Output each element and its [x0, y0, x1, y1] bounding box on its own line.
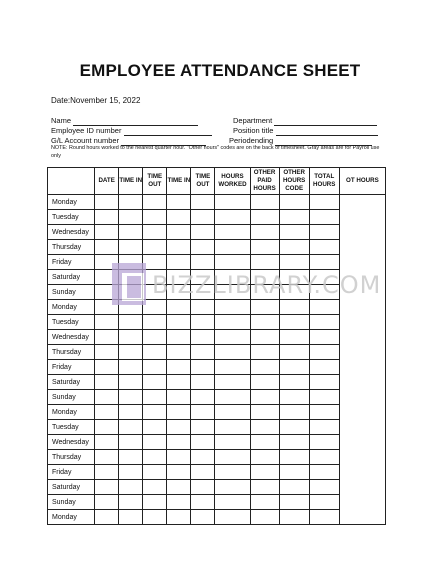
entry-cell[interactable]: [250, 360, 279, 375]
table-row: [48, 240, 386, 255]
entry-cell[interactable]: [250, 330, 279, 345]
entry-cell[interactable]: [143, 390, 167, 405]
table-row: [48, 360, 386, 375]
entry-cell[interactable]: [119, 360, 143, 375]
entry-cell[interactable]: [250, 300, 279, 315]
entry-cell[interactable]: [279, 345, 309, 360]
entry-cell[interactable]: [191, 270, 215, 285]
entry-cell[interactable]: [339, 285, 385, 300]
entry-cell[interactable]: [143, 480, 167, 495]
entry-cell[interactable]: [215, 390, 250, 405]
entry-cell[interactable]: [167, 240, 191, 255]
entry-cell[interactable]: [279, 285, 309, 300]
table-row: [48, 465, 386, 480]
entry-cell[interactable]: [309, 450, 339, 465]
entry-cell[interactable]: [95, 210, 119, 225]
entry-cell[interactable]: [309, 345, 339, 360]
day-label: Tuesday: [48, 315, 95, 330]
entry-cell[interactable]: [309, 285, 339, 300]
entry-cell[interactable]: [339, 510, 385, 525]
entry-cell[interactable]: [167, 390, 191, 405]
header-cell-6: HOURS WORKED: [215, 168, 250, 195]
entry-cell[interactable]: [119, 315, 143, 330]
entry-cell[interactable]: [95, 480, 119, 495]
entry-cell[interactable]: [95, 345, 119, 360]
entry-cell[interactable]: [143, 330, 167, 345]
entry-cell[interactable]: [119, 345, 143, 360]
entry-cell[interactable]: [95, 435, 119, 450]
entry-cell[interactable]: [215, 405, 250, 420]
entry-cell[interactable]: [279, 255, 309, 270]
entry-cell[interactable]: [309, 495, 339, 510]
field-name-line[interactable]: [73, 118, 198, 126]
entry-cell[interactable]: [95, 360, 119, 375]
entry-cell[interactable]: [339, 210, 385, 225]
entry-cell[interactable]: [119, 480, 143, 495]
field-employee-id[interactable]: [51, 126, 212, 136]
table-row: [48, 450, 386, 465]
entry-cell[interactable]: [250, 210, 279, 225]
field-position-title-label: Position title: [233, 126, 274, 135]
entry-cell[interactable]: [215, 270, 250, 285]
field-department[interactable]: [233, 116, 377, 126]
entry-cell[interactable]: [119, 375, 143, 390]
header-cell-10: OT HOURS: [339, 168, 385, 195]
entry-cell[interactable]: [119, 510, 143, 525]
entry-cell[interactable]: [143, 435, 167, 450]
entry-cell[interactable]: [309, 315, 339, 330]
entry-cell[interactable]: [95, 390, 119, 405]
entry-cell[interactable]: [250, 405, 279, 420]
entry-cell[interactable]: [339, 435, 385, 450]
entry-cell[interactable]: [191, 225, 215, 240]
table-row: [48, 300, 386, 315]
day-label: Tuesday: [48, 210, 95, 225]
entry-cell[interactable]: [215, 345, 250, 360]
entry-cell[interactable]: [167, 450, 191, 465]
field-position-title[interactable]: [233, 126, 378, 136]
field-name[interactable]: [51, 116, 198, 126]
field-gl-account-label: G/L Account number: [51, 136, 120, 145]
day-label: Sunday: [48, 495, 95, 510]
entry-cell[interactable]: [191, 510, 215, 525]
day-label: Saturday: [48, 480, 95, 495]
table-row: [48, 270, 386, 285]
day-label: Wednesday: [48, 435, 95, 450]
entry-cell[interactable]: [250, 285, 279, 300]
header-cell-3: TIME OUT: [143, 168, 167, 195]
entry-cell[interactable]: [143, 255, 167, 270]
entry-cell[interactable]: [167, 270, 191, 285]
note-text: NOTE: Round hours worked to the nearest quarter hour. "Other hours" codes are on the back of timesheet. Gray areas are for Payroll use only: [51, 145, 380, 159]
entry-cell[interactable]: [250, 240, 279, 255]
table-row: [48, 330, 386, 345]
entry-cell[interactable]: [143, 285, 167, 300]
entry-cell[interactable]: [339, 240, 385, 255]
entry-cell[interactable]: [279, 315, 309, 330]
entry-cell[interactable]: [119, 435, 143, 450]
entry-cell[interactable]: [339, 360, 385, 375]
entry-cell[interactable]: [191, 465, 215, 480]
day-label: Monday: [48, 300, 95, 315]
entry-cell[interactable]: [191, 285, 215, 300]
entry-cell[interactable]: [143, 510, 167, 525]
entry-cell[interactable]: [279, 405, 309, 420]
entry-cell[interactable]: [143, 450, 167, 465]
field-period-ending-label: Periodending: [229, 136, 274, 145]
header-cell-8: OTHER HOURS CODE: [279, 168, 309, 195]
entry-cell[interactable]: [279, 225, 309, 240]
entry-cell[interactable]: [95, 225, 119, 240]
entry-cell[interactable]: [119, 405, 143, 420]
entry-cell[interactable]: [119, 285, 143, 300]
table-row: [48, 315, 386, 330]
entry-cell[interactable]: [143, 195, 167, 210]
table-row: [48, 495, 386, 510]
day-label: Tuesday: [48, 420, 95, 435]
attendance-table: [47, 167, 386, 525]
entry-cell[interactable]: [215, 510, 250, 525]
entry-cell[interactable]: [250, 375, 279, 390]
day-label: Friday: [48, 465, 95, 480]
entry-cell[interactable]: [215, 420, 250, 435]
header-cell-2: TIME IN: [119, 168, 143, 195]
day-label: Monday: [48, 405, 95, 420]
entry-cell[interactable]: [143, 270, 167, 285]
table-row: [48, 195, 386, 210]
entry-cell[interactable]: [279, 435, 309, 450]
day-label: Wednesday: [48, 225, 95, 240]
entry-cell[interactable]: [250, 345, 279, 360]
entry-cell[interactable]: [191, 300, 215, 315]
entry-cell[interactable]: [143, 495, 167, 510]
entry-cell[interactable]: [95, 285, 119, 300]
entry-cell[interactable]: [215, 450, 250, 465]
entry-cell[interactable]: [191, 435, 215, 450]
entry-cell[interactable]: [95, 255, 119, 270]
entry-cell[interactable]: [309, 255, 339, 270]
entry-cell[interactable]: [309, 405, 339, 420]
entry-cell[interactable]: [191, 195, 215, 210]
entry-cell[interactable]: [167, 375, 191, 390]
entry-cell[interactable]: [250, 435, 279, 450]
entry-cell[interactable]: [119, 255, 143, 270]
entry-cell[interactable]: [143, 300, 167, 315]
entry-cell[interactable]: [309, 300, 339, 315]
entry-cell[interactable]: [279, 450, 309, 465]
entry-cell[interactable]: [119, 330, 143, 345]
day-label: Sunday: [48, 390, 95, 405]
entry-cell[interactable]: [279, 495, 309, 510]
entry-cell[interactable]: [143, 210, 167, 225]
table-body: [48, 195, 386, 525]
entry-cell[interactable]: [339, 270, 385, 285]
field-department-line[interactable]: [274, 118, 377, 126]
entry-cell[interactable]: [143, 465, 167, 480]
entry-cell[interactable]: [279, 465, 309, 480]
entry-cell[interactable]: [119, 300, 143, 315]
day-label: Friday: [48, 255, 95, 270]
entry-cell[interactable]: [95, 240, 119, 255]
entry-cell[interactable]: [339, 330, 385, 345]
entry-cell[interactable]: [215, 240, 250, 255]
header-cell-0: [48, 168, 95, 195]
day-label: Monday: [48, 510, 95, 525]
entry-cell[interactable]: [95, 315, 119, 330]
entry-cell[interactable]: [279, 330, 309, 345]
entry-cell[interactable]: [167, 495, 191, 510]
entry-cell[interactable]: [339, 345, 385, 360]
entry-cell[interactable]: [279, 195, 309, 210]
entry-cell[interactable]: [309, 465, 339, 480]
day-label: Thursday: [48, 240, 95, 255]
entry-cell[interactable]: [95, 510, 119, 525]
entry-cell[interactable]: [339, 495, 385, 510]
entry-cell[interactable]: [167, 480, 191, 495]
entry-cell[interactable]: [279, 390, 309, 405]
entry-cell[interactable]: [250, 420, 279, 435]
entry-cell[interactable]: [309, 390, 339, 405]
entry-cell[interactable]: [191, 210, 215, 225]
entry-cell[interactable]: [167, 465, 191, 480]
entry-cell[interactable]: [143, 405, 167, 420]
entry-cell[interactable]: [309, 435, 339, 450]
entry-cell[interactable]: [215, 255, 250, 270]
day-label: Sunday: [48, 285, 95, 300]
entry-cell[interactable]: [250, 510, 279, 525]
field-name-label: Name: [51, 116, 72, 125]
entry-cell[interactable]: [191, 390, 215, 405]
table-row: [48, 225, 386, 240]
entry-cell[interactable]: [191, 480, 215, 495]
entry-cell[interactable]: [191, 345, 215, 360]
entry-cell[interactable]: [215, 375, 250, 390]
entry-cell[interactable]: [167, 405, 191, 420]
entry-cell[interactable]: [279, 480, 309, 495]
entry-cell[interactable]: [191, 420, 215, 435]
entry-cell[interactable]: [191, 330, 215, 345]
entry-cell[interactable]: [191, 255, 215, 270]
entry-cell[interactable]: [339, 480, 385, 495]
entry-cell[interactable]: [215, 480, 250, 495]
table-row: [48, 510, 386, 525]
entry-cell[interactable]: [167, 255, 191, 270]
entry-cell[interactable]: [167, 435, 191, 450]
entry-cell[interactable]: [250, 390, 279, 405]
entry-cell[interactable]: [143, 240, 167, 255]
entry-cell[interactable]: [250, 495, 279, 510]
field-employee-id-line[interactable]: [124, 128, 212, 136]
entry-cell[interactable]: [95, 465, 119, 480]
table-row: [48, 480, 386, 495]
entry-cell[interactable]: [191, 495, 215, 510]
entry-cell[interactable]: [215, 495, 250, 510]
entry-cell[interactable]: [339, 420, 385, 435]
entry-cell[interactable]: [309, 225, 339, 240]
table-row: [48, 390, 386, 405]
entry-cell[interactable]: [95, 420, 119, 435]
entry-cell[interactable]: [191, 375, 215, 390]
entry-cell[interactable]: [167, 360, 191, 375]
entry-cell[interactable]: [309, 330, 339, 345]
entry-cell[interactable]: [215, 195, 250, 210]
entry-cell[interactable]: [279, 210, 309, 225]
entry-cell[interactable]: [309, 510, 339, 525]
entry-cell[interactable]: [215, 435, 250, 450]
table-row: [48, 210, 386, 225]
entry-cell[interactable]: [95, 195, 119, 210]
date-line: Date:November 15, 2022: [51, 96, 141, 105]
entry-cell[interactable]: [167, 315, 191, 330]
entry-cell[interactable]: [143, 315, 167, 330]
day-label: Thursday: [48, 345, 95, 360]
entry-cell[interactable]: [167, 345, 191, 360]
entry-cell[interactable]: [279, 360, 309, 375]
entry-cell[interactable]: [279, 300, 309, 315]
day-label: Saturday: [48, 375, 95, 390]
entry-cell[interactable]: [279, 240, 309, 255]
entry-cell[interactable]: [95, 405, 119, 420]
entry-cell[interactable]: [167, 285, 191, 300]
entry-cell[interactable]: [143, 360, 167, 375]
header-cell-4: TIME IN: [167, 168, 191, 195]
entry-cell[interactable]: [119, 450, 143, 465]
field-employee-id-label: Employee ID number: [51, 126, 122, 135]
entry-cell[interactable]: [250, 465, 279, 480]
entry-cell[interactable]: [119, 210, 143, 225]
entry-cell[interactable]: [339, 390, 385, 405]
day-label: Wednesday: [48, 330, 95, 345]
entry-cell[interactable]: [191, 360, 215, 375]
watermark-text: BIZZLIBRARY.COM: [152, 271, 382, 299]
entry-cell[interactable]: [309, 360, 339, 375]
entry-cell[interactable]: [95, 300, 119, 315]
entry-cell[interactable]: [191, 450, 215, 465]
entry-cell[interactable]: [339, 315, 385, 330]
entry-cell[interactable]: [309, 210, 339, 225]
header-cell-5: TIME OUT: [191, 168, 215, 195]
header-cell-1: DATE: [95, 168, 119, 195]
entry-cell[interactable]: [215, 330, 250, 345]
entry-cell[interactable]: [119, 495, 143, 510]
entry-cell[interactable]: [143, 375, 167, 390]
entry-cell[interactable]: [250, 225, 279, 240]
entry-cell[interactable]: [215, 210, 250, 225]
entry-cell[interactable]: [279, 375, 309, 390]
entry-cell[interactable]: [250, 255, 279, 270]
entry-cell[interactable]: [167, 510, 191, 525]
entry-cell[interactable]: [167, 330, 191, 345]
entry-cell[interactable]: [119, 465, 143, 480]
entry-cell[interactable]: [191, 315, 215, 330]
entry-cell[interactable]: [119, 270, 143, 285]
entry-cell[interactable]: [250, 195, 279, 210]
entry-cell[interactable]: [143, 420, 167, 435]
entry-cell[interactable]: [119, 390, 143, 405]
entry-cell[interactable]: [119, 420, 143, 435]
entry-cell[interactable]: [215, 315, 250, 330]
entry-cell[interactable]: [309, 195, 339, 210]
entry-cell[interactable]: [167, 195, 191, 210]
page-title: EMPLOYEE ATTENDANCE SHEET: [79, 61, 361, 80]
entry-cell[interactable]: [143, 345, 167, 360]
entry-cell[interactable]: [215, 360, 250, 375]
entry-cell[interactable]: [309, 480, 339, 495]
header-cell-7: OTHER PAID HOURS: [250, 168, 279, 195]
entry-cell[interactable]: [167, 420, 191, 435]
table-row: [48, 420, 386, 435]
entry-cell[interactable]: [250, 480, 279, 495]
entry-cell[interactable]: [191, 405, 215, 420]
day-label: Saturday: [48, 270, 95, 285]
entry-cell[interactable]: [339, 195, 385, 210]
entry-cell[interactable]: [279, 270, 309, 285]
table-row: [48, 255, 386, 270]
entry-cell[interactable]: [309, 420, 339, 435]
entry-cell[interactable]: [339, 300, 385, 315]
entry-cell[interactable]: [119, 240, 143, 255]
entry-cell[interactable]: [339, 375, 385, 390]
table-row: [48, 375, 386, 390]
entry-cell[interactable]: [167, 210, 191, 225]
table-row: [48, 345, 386, 360]
day-label: Monday: [48, 195, 95, 210]
table-header-row: [48, 168, 386, 195]
entry-cell[interactable]: [339, 225, 385, 240]
entry-cell[interactable]: [95, 375, 119, 390]
entry-cell[interactable]: [309, 375, 339, 390]
table-row: [48, 435, 386, 450]
entry-cell[interactable]: [215, 465, 250, 480]
entry-cell[interactable]: [143, 225, 167, 240]
entry-cell[interactable]: [309, 270, 339, 285]
entry-cell[interactable]: [250, 270, 279, 285]
entry-cell[interactable]: [191, 240, 215, 255]
entry-cell[interactable]: [119, 195, 143, 210]
entry-cell[interactable]: [339, 450, 385, 465]
entry-cell[interactable]: [95, 495, 119, 510]
entry-cell[interactable]: [95, 450, 119, 465]
entry-cell[interactable]: [250, 450, 279, 465]
entry-cell[interactable]: [215, 300, 250, 315]
entry-cell[interactable]: [167, 225, 191, 240]
entry-cell[interactable]: [309, 240, 339, 255]
entry-cell[interactable]: [215, 225, 250, 240]
day-label: Thursday: [48, 450, 95, 465]
entry-cell[interactable]: [339, 255, 385, 270]
entry-cell[interactable]: [215, 285, 250, 300]
entry-cell[interactable]: [250, 315, 279, 330]
table-row: [48, 405, 386, 420]
entry-cell[interactable]: [339, 465, 385, 480]
entry-cell[interactable]: [167, 300, 191, 315]
field-department-label: Department: [233, 116, 273, 125]
field-position-title-line[interactable]: [276, 128, 378, 136]
entry-cell[interactable]: [119, 225, 143, 240]
entry-cell[interactable]: [279, 510, 309, 525]
entry-cell[interactable]: [95, 330, 119, 345]
entry-cell[interactable]: [339, 405, 385, 420]
header-cell-9: TOTAL HOURS: [309, 168, 339, 195]
entry-cell[interactable]: [279, 420, 309, 435]
entry-cell[interactable]: [95, 270, 119, 285]
day-label: Friday: [48, 360, 95, 375]
table-row: [48, 285, 386, 300]
